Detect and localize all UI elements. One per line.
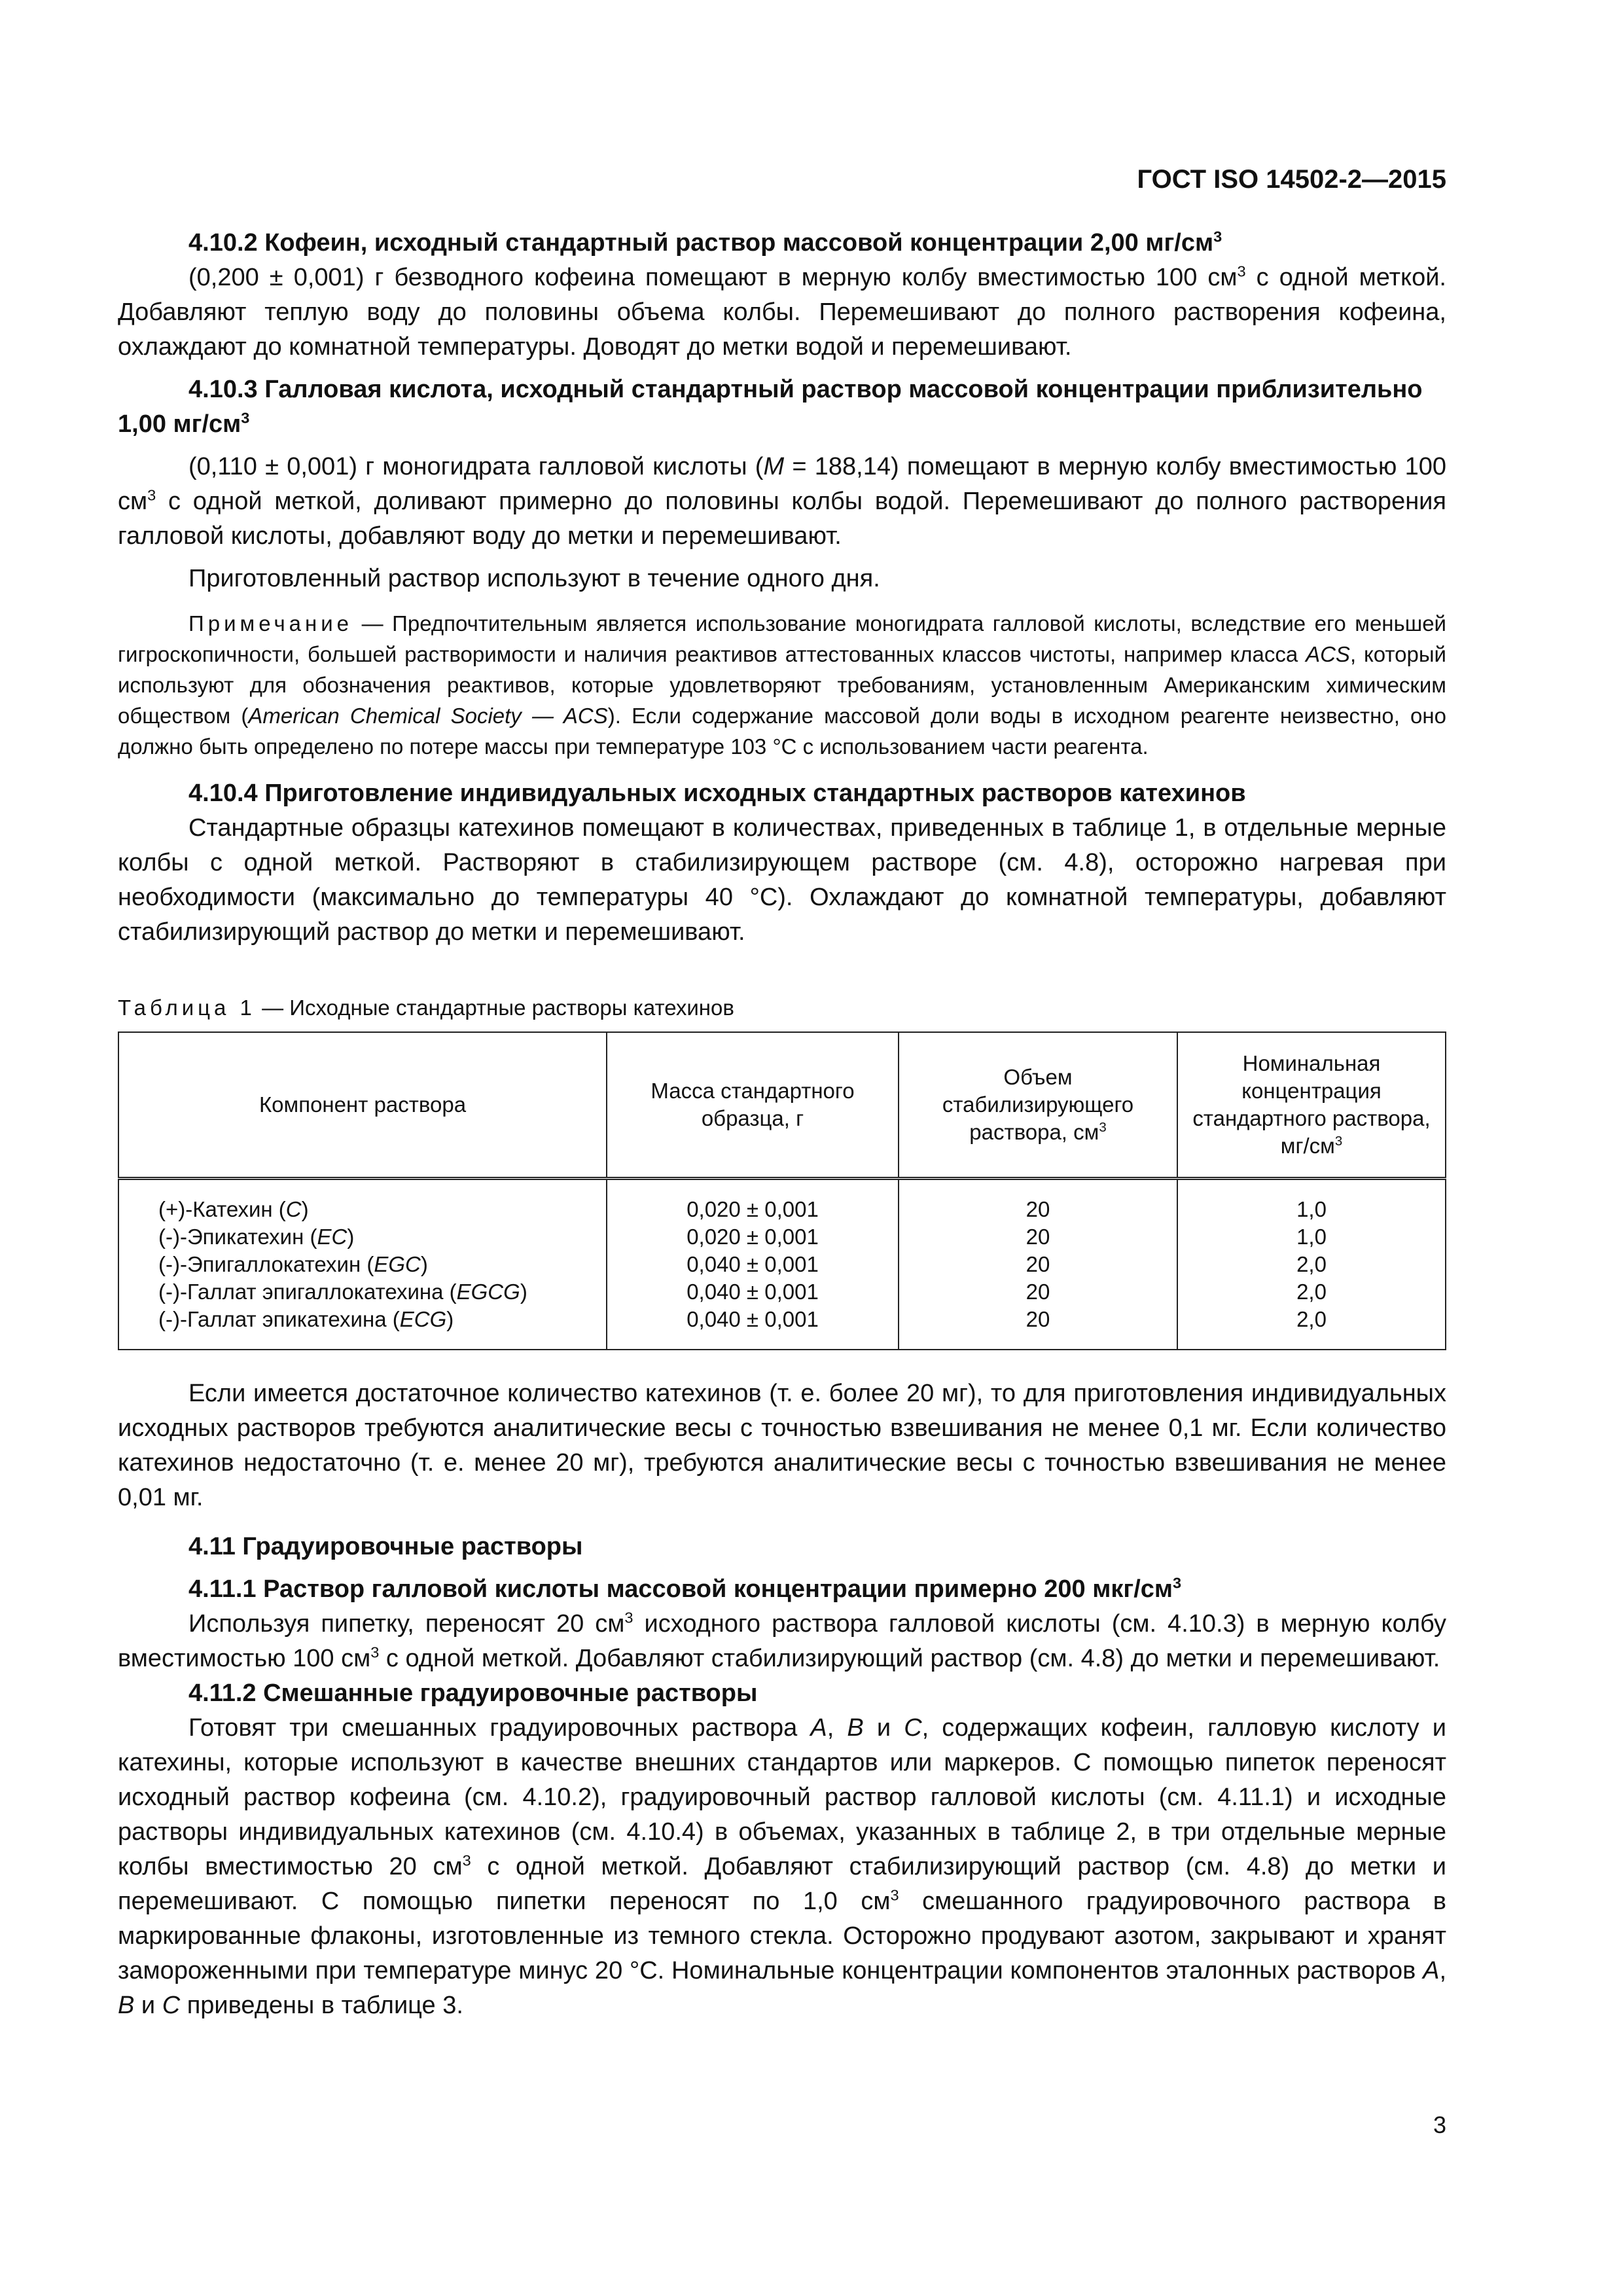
cell-components: (+)-Катехин (C) (-)-Эпикатехин (EC) (-)-Эпигаллокатехин (EGC) (-)-Галлат эпигаллокатехина (EGCG) (-)-Галлат эпикатехина (ECG) [118,1179,607,1350]
column-header-volume: Объем стабилизирующего раствора, $см^3$ [899,1032,1177,1179]
column-header-mass: Масса стандартного образца, г [607,1032,899,1179]
column-header-component: Компонент раствора [118,1032,607,1179]
table-row [118,1179,1446,1350]
paragraph-4-11-1: Используя пипетку, переносят 20 $см^3$ исходного раствора галловой кислоты (см. 4.10.3) в мерную колбу вместимостью 100 $см^3$ с одной меткой. Добавляют стабилизирующий раствор (см. 4.8) до метки и перемешивают. [118,1609,1446,1672]
heading-4-10-3: 4.10.3 Галловая кислота, исходный стандартный раствор массовой концентрации приблизительно 1,00 $мг/см^3$ [118,376,1423,438]
paragraph-4-10-4: Стандартные образцы катехинов помещают в количествах, приведенных в таблице 1, в отдельные мерные колбы с одной меткой. Растворяют в стабилизирующем растворе (см. 4.8), осторожно нагревая при необходимости (максимально до температуры 40 °С). Охлаждают до комнатной температуры, добавляют стабилизирующий раствор до метки и перемешивают. [118,814,1446,946]
heading-4-11: 4.11 Градуировочные растворы [188,1533,583,1560]
paragraph-solution-usage: Приготовленный раствор используют в течение одного дня. [188,565,880,592]
page-content [118,226,1446,2023]
cell-masses: 0,020 ± 0,001 0,020 ± 0,001 0,040 ± 0,001 0,040 ± 0,001 0,040 ± 0,001 [607,1179,899,1350]
cell-concentrations: 1,0 1,0 2,0 2,0 2,0 [1177,1179,1446,1350]
cell-volumes: 20 20 20 20 20 [899,1179,1177,1350]
paragraph-4-10-2: (0,200 ± 0,001) г безводного кофеина помещают в мерную колбу вместимостью 100 $см^3$ с одной меткой. Добавляют теплую воду до половины объема колбы. Перемешивают до полного растворения кофеина, охлаждают до комнатной температуры. Доводят до метки водой и перемешивают. [118,262,1446,361]
page-number: 3 [1433,2111,1446,2138]
heading-4-10-4: 4.10.4 Приготовление индивидуальных исходных стандартных растворов катехинов [188,780,1246,807]
table-1-caption: Таблица 1 — Исходные стандартные растворы катехинов [118,996,734,1020]
paragraph-balance-accuracy: Если имеется достаточное количество катехинов (т. е. более 20 мг), то для приготовления индивидуальных исходных растворов требуются аналитические весы с точностью взвешивания не менее 0,1 мг. Если количество катехинов недостаточно (т. е. менее 20 мг), требуются аналитические весы с точностью взвешивания не менее 0,01 мг. [118,1380,1446,1511]
paragraph-4-10-3: (0,110 ± 0,001) г моногидрата галловой кислоты (M = 188,14) помещают в мерную колбу вместимостью 100 $см^3$ с одной меткой, доливают примерно до половины колбы водой. Перемешивают до полного растворения галловой кислоты, добавляют воду до метки и перемешивают. [118,453,1446,550]
heading-4-11-2: 4.11.2 Смешанные градуировочные растворы [188,1679,758,1707]
column-header-concentration: Номинальная концентрация стандартного раствора, $мг/см^3$ [1177,1032,1446,1179]
heading-4-10-2: 4.10.2 Кофеин, исходный стандартный раствор массовой концентрации 2,00 $мг/см^3$ [188,228,1222,257]
heading-4-11-1: 4.11.1 Раствор галловой кислоты массовой концентрации примерно 200 мкг/$см^3$ [188,1574,1182,1603]
document-code: ГОСТ ISO 14502-2—2015 [1137,165,1446,194]
paragraph-4-11-2: Готовят три смешанных градуировочных раствора A, B и C, содержащих кофеин, галловую кислоту и катехины, которые используют в качестве внешних стандартов или маркеров. С помощью пипеток переносят исходный раствор кофеина (см. 4.10.2), градуировочный раствор галловой кислоты (см. 4.11.1) и исходные растворы индивидуальных катехинов (см. 4.10.4) в объемах, указанных в таблице 2, в три отдельные мерные колбы вместимостью 20 $см^3$ с одной меткой. Добавляют стабилизирующий раствор (см. 4.8) до метки и перемешивают. С помощью пипетки переносят по 1,0 $см^3$ смешанного градуировочного раствора в маркированные флаконы, изготовленные из темного стекла. Осторожно продувают азотом, закрывают и хранят замороженными при температуре минус 20 °С. Номинальные концентрации компонентов эталонных растворов A, B и C приведены в таблице 3. [118,1714,1446,2019]
note-gallic-acid: Примечание — Предпочтительным является использование моногидрата галловой кислоты, вследствие его меньшей гигроскопичности, большей растворимости и наличия реактивов аттестованных классов чистоты, например класса ACS, который используют для обозначения реактивов, которые удовлетворяют требованиям, установленным Американским химическим обществом (American Chemical Society — ACS). Если содержание массовой доли воды в исходном реагенте неизвестно, оно должно быть определено по потере массы при температуре 103 °С с использованием части реагента. [118,611,1446,759]
table-1 [118,1031,1446,1350]
